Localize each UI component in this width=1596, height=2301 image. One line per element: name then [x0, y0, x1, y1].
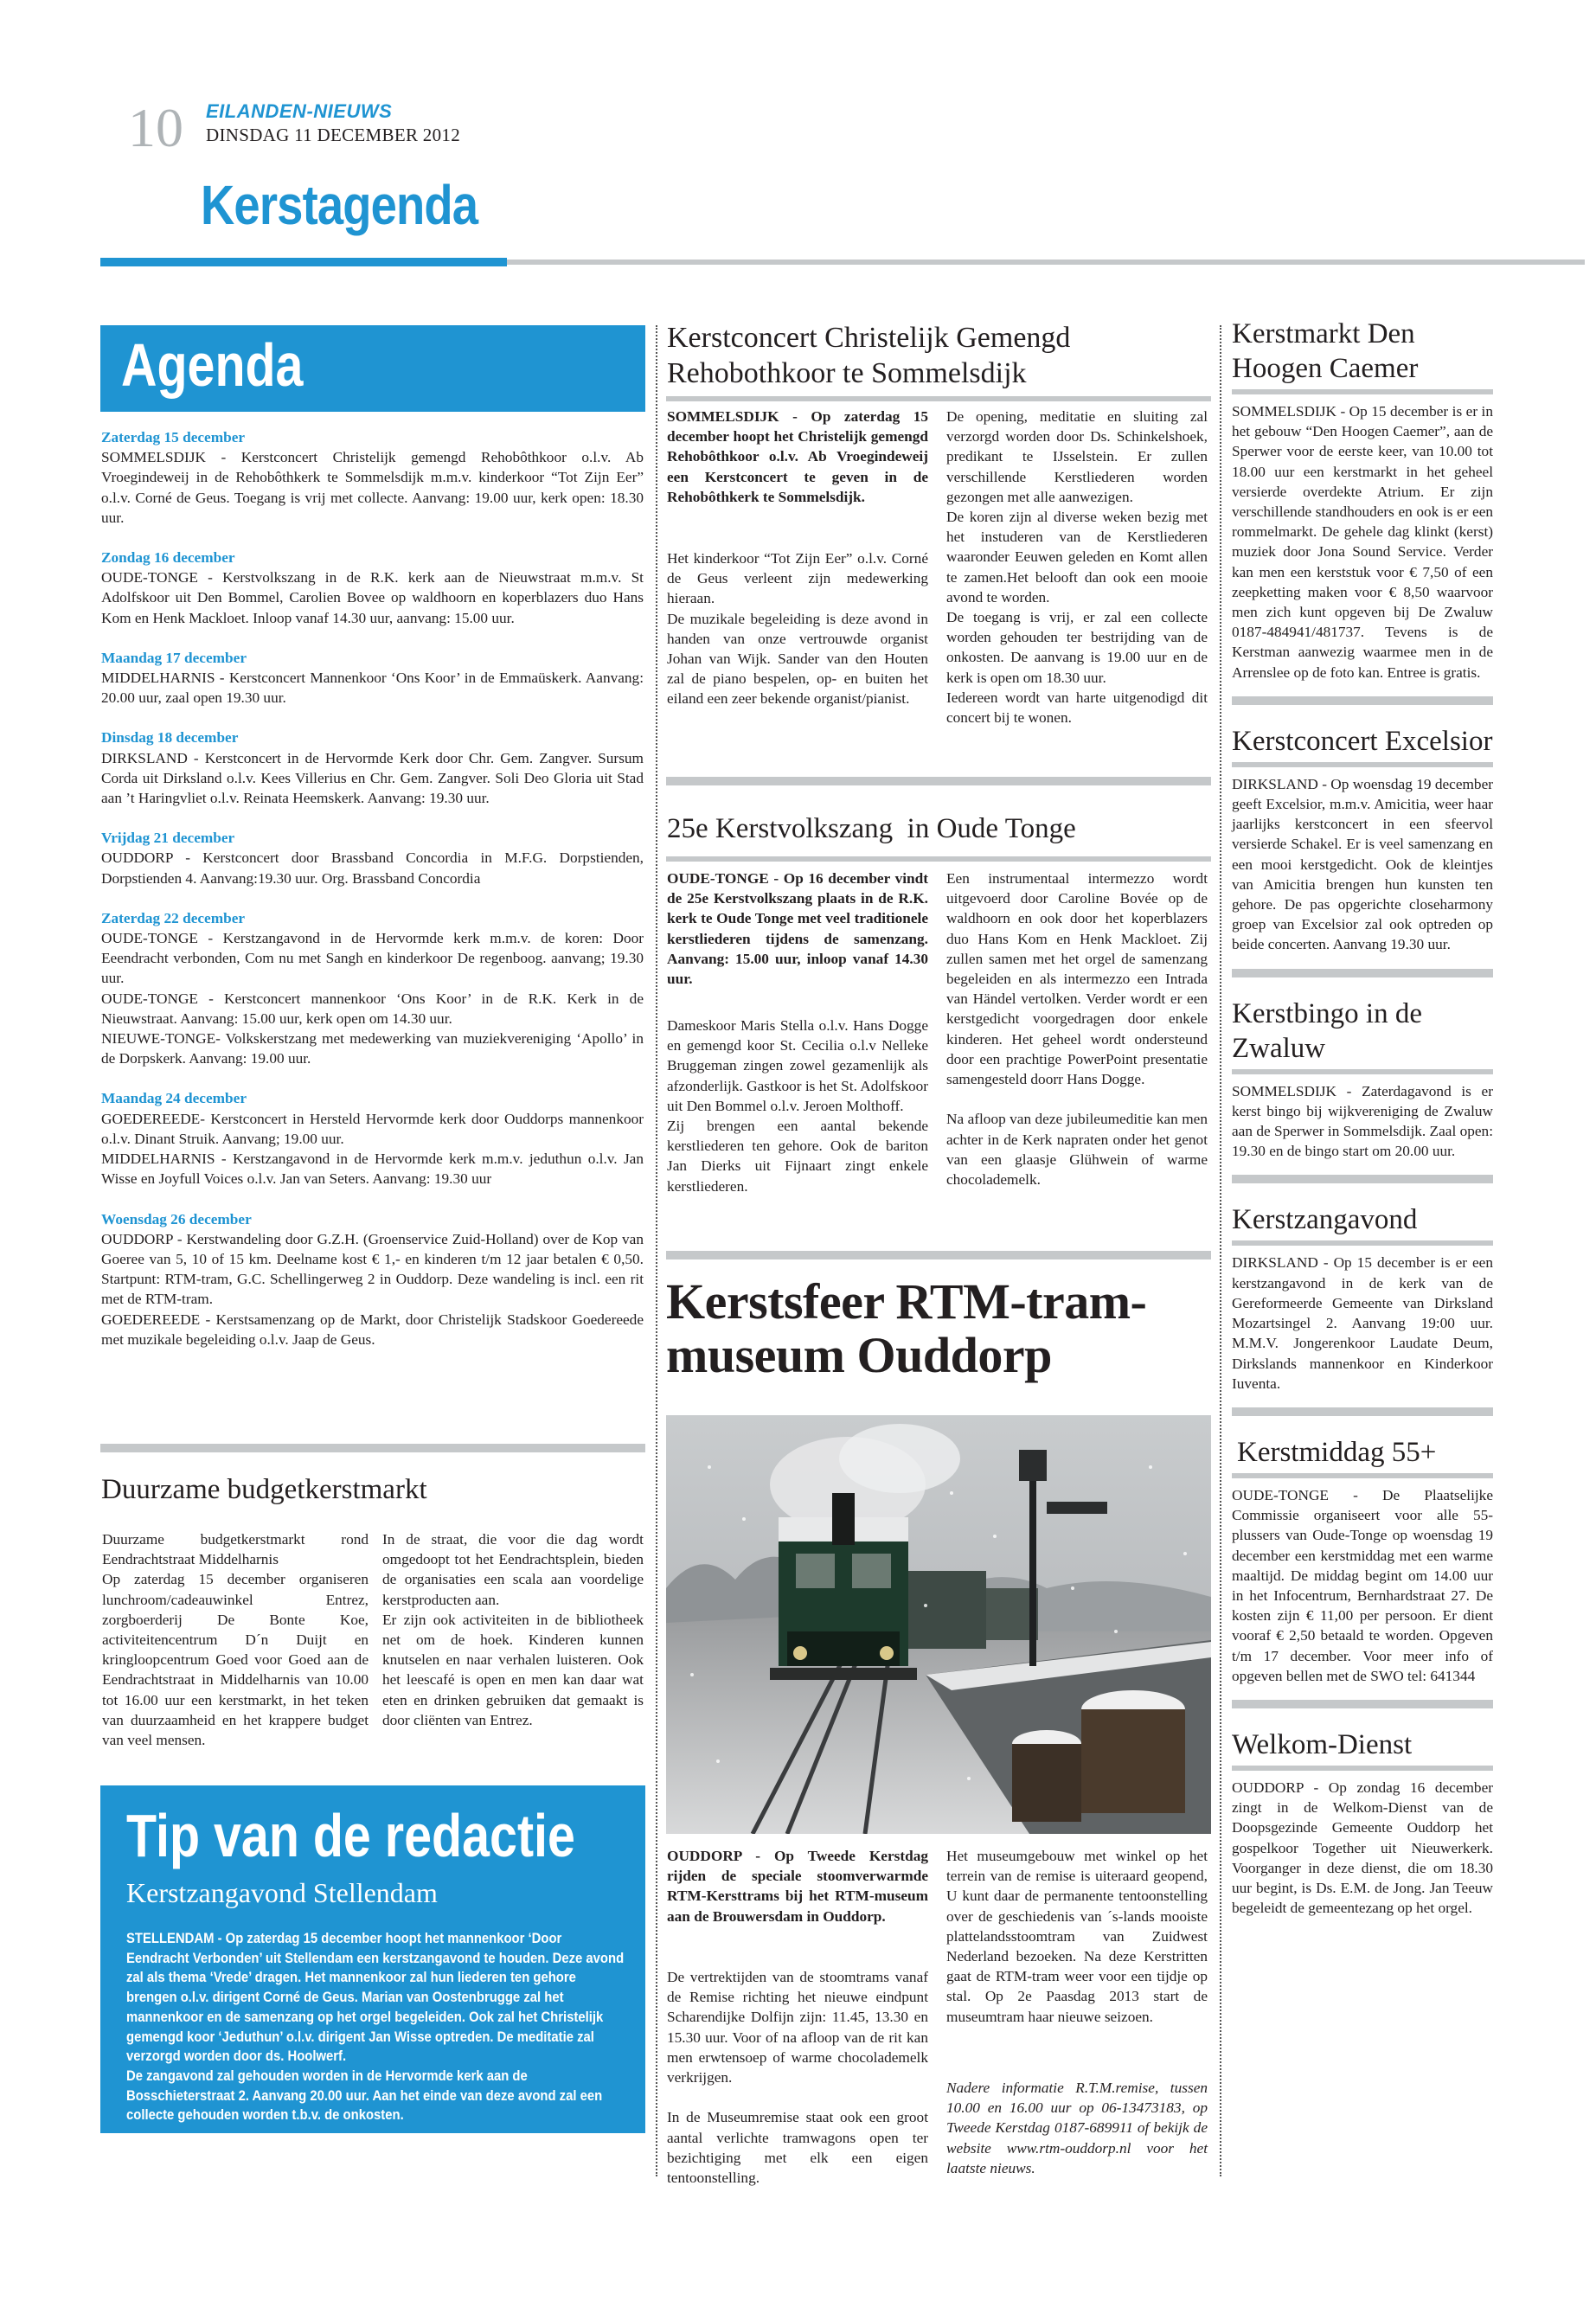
right-article-rule	[1232, 1766, 1493, 1771]
right-article	[1232, 997, 1493, 1162]
page-number: 10	[128, 97, 183, 158]
right-article-title: Kerstconcert Excelsior	[1232, 725, 1493, 757]
right-article-rule	[1232, 762, 1493, 767]
oudetonge-title: 25e Kerstvolkszang in Oude Tonge	[667, 813, 1076, 844]
rtm-title-line-1: Kerstsfeer RTM-tram-	[666, 1273, 1147, 1330]
agenda-entry	[101, 648, 644, 708]
oudetonge-col-2: Een instrumentaal intermezzo wordt uitgevoerd door Caroline Bovée op de waldhoorn en ook door het koperblazers duo Hans Kom en Henk Mackloet. Zij zullen samen met het orgel de samenzang begeleiden en als intermezzo een Intrada van Händel vertolken. Verder wordt er een kerstgedicht voorgedragen door enkele kinderen. Het geheel wordt ondersteund door een prachtige PowerPoint presentatie samengesteld doorr Hans Dogge. Na afloop van deze jubileumeditie kan men achter in de Kerk napraten onder het genot van een glaasje Glühwein of warme chocolademelk.	[946, 870, 1208, 1189]
agenda-entry	[101, 1209, 644, 1349]
budget-title: Duurzame budgetkerstmarkt	[101, 1474, 427, 1505]
right-article	[1232, 317, 1493, 683]
column-divider	[1220, 325, 1221, 2176]
agenda-entry-text: OUDDORP - Kerstwandeling door G.Z.H. (Groenservice Zuid-Holland) over de Kop van Goeree van 5, 10 of 15 km. Deelname kost € 1,- en kinderen t/m 12 jaar betalen € 0,50. Startpunt: RTM-tram, G.C. Schellingerweg 2 in Ouddorp. Deze wandeling is incl. een rit met de RTM-tram. GOEDEREEDE - Kerstsamenzang op de Markt, door Christelijk Stadskoor Goedereede met muzikale begeleiding o.l.v. Jaap de Geus.	[101, 1230, 644, 1348]
agenda-list	[101, 427, 644, 1349]
oudetonge-rule-2	[666, 856, 1211, 862]
agenda-entry-date: Vrijdag 21 december	[101, 830, 235, 847]
agenda-entry-text: SOMMELSDIJK - Kerstconcert Christelijk gemengd Rehobôthkoor o.l.v. Ab Vroegindeweij in de Rehobôthkerk te Sommelsdijk m.m.v. kinderkoor “Tot Zijn Eer” o.l.v. Corné de Geus. Toegang is vrij met collecte. Aanvang: 19.00 uur, kerk open: 18.30 uur.	[101, 449, 644, 526]
tip-title: Tip van de redactie	[126, 1802, 575, 1869]
rtm-col-2: Het museumgebouw met winkel op het terrein van de remise is uiteraard geopend, U kunt daar de permanente tentoonstelling over de geschiedenis van ´s-lands mooiste plattelandsstoomtram van Zuidwest Nederland bezoeken. Na deze Kerstritten gaat de RTM-tram weer voor een tijdje op stal. Op 2e Paasdag 2013 start de museumtram haar nieuwe seizoen.	[946, 1848, 1208, 2025]
agenda-title: Agenda	[121, 331, 304, 399]
column-divider	[656, 325, 657, 2176]
oudetonge-rule	[666, 777, 1211, 785]
rtm-col-1: De vertrektijden van de stoomtrams vanaf de Remise richting het nieuwe eindpunt Scharendijke Dolfijn zijn: 11.45, 13.30 en 15.30 uur. Voor of na afloop van de rit kan men erwtensoep of warme chocolademelk verkrijgen. In de Museumremise staat ook een groot aantal verlichte tramwagons open ter bezichtiging met elk een eigen tentoonstelling.	[667, 1969, 928, 2187]
right-article-rule	[1232, 1473, 1493, 1478]
right-divider	[1232, 969, 1493, 977]
right-divider	[1232, 1407, 1493, 1416]
right-divider	[1232, 1700, 1493, 1708]
rtm-title-line-2: museum Ouddorp	[666, 1327, 1052, 1383]
rehoboth-col-1: Het kinderkoor “Tot Zijn Eer” o.l.v. Corné de Geus verleent zijn medewerking hieraan. De muzikale begeleiding is deze avond in handen van onze vertrouwde organist Johan van Wijk. Sander van den Houten zal de piano bespelen, op- en buiten het eiland een zeer bekende organist/pianist.	[667, 550, 928, 708]
right-article-title: Kerstbingo in de Zwaluw	[1232, 997, 1422, 1064]
agenda-entry-text: MIDDELHARNIS - Kerstconcert Mannenkoor ‘Ons Koor’ in de Emmaüskerk. Aanvang: 20.00 uur, zaal open 19.30 uur.	[101, 670, 644, 707]
budget-col-1: Duurzame budgetkerstmarkt rond Eendrachtstraat Middelharnis Op zaterdag 15 december organiseren lunchroom/cadeauwinkel Entrez, zorgboerderij De Bonte Koe, activiteitencentrum D´n Duijt en kringloopcentrum Goed voor Goed aan de Eendrachtstraat in Middelharnis van 10.00 tot 16.00 uur een kerstmarkt, in het teken van duurzaamheid en het krappere budget van veel mensen.	[102, 1531, 369, 1749]
section-title: Kerstagenda	[201, 174, 478, 236]
rehoboth-col-2: De opening, meditatie en sluiting zal verzorgd worden door Ds. Schinkelshoek, predikant te IJsselstein. Er zullen verschillende Kerstliederen worden gezongen met alle aanwezigen. De koren zijn al diverse weken bezig met het instuderen van de Kerstliederen waaronder Eeuwen geleden en Komt allen te zamen.Het belooft dan ook een mooie avond te worden. De toegang is vrij, er zal een collecte worden gehouden ter bestrijding van de onkosten. De aanvang is 19.00 uur en de kerk is open om 18.30 uur. Iedereen wordt van harte uitgenodigd dit concert bij te wonen.	[946, 408, 1208, 727]
agenda-entry-text: OUDE-TONGE - Kerstvolkszang in de R.K. kerk aan de Nieuwstraat m.m.v. St Adolfskoor uit Den Bommel, Carolien Bovee op waldhoorn en koperblazers duo Hans Kom en Henk Mackloet. Inloop vanaf 14.30 uur, aanvang: 15.00 uur.	[101, 569, 644, 626]
rehoboth-rule	[666, 396, 1211, 401]
agenda-entry	[101, 727, 644, 808]
right-article-text: OUDDORP - Op zondag 16 december zingt in de Welkom-Dienst van de Doopsgezinde Gemeente Ouddorp het gospelkoor Together uit Nieuwerkerk. Voorganger in deze dienst, die om 18.30 uur begint, is Ds. E.M. de Jong. Jan Teeuw begeleidt de gemeentezang op het orgel.	[1232, 1779, 1493, 1917]
right-article-title: Kerstmarkt Den Hoogen Caemer	[1232, 318, 1419, 384]
right-article-rule	[1232, 1240, 1493, 1246]
rehoboth-title: Kerstconcert Christelijk Gemengd Rehobothkoor te Sommelsdijk	[667, 322, 1071, 389]
agenda-entry-text: OUDE-TONGE - Kerstzangavond in de Hervormde kerk m.m.v. de koren: Door Eeendracht verbonden, Com nu met Sangh en kinderkoor De regenboog. aanvang; 19.30 uur. OUDE-TONGE - Kerstconcert mannenkoor ‘Ons Koor’ in de R.K. Kerk in de Nieuwstraat. Aanvang: 15.00 uur, kerk open om 14.30 uur. NIEUWE-TONGE- Volkskerstzang met medewerking van muziekvereniging ‘Apollo’ in de Dorpskerk. Aanvang: 19.00 uur.	[101, 930, 644, 1067]
right-article-title: Kerstzangavond	[1232, 1204, 1418, 1236]
budget-rule	[100, 1444, 645, 1452]
rtm-rule	[666, 1251, 1211, 1259]
agenda-entry	[101, 828, 644, 888]
issue-date: DINSDAG 11 DECEMBER 2012	[206, 125, 461, 145]
oudetonge-lead: OUDE-TONGE - Op 16 december vindt de 25e Kerstvolkszang plaats in de R.K. kerk te Oude Tonge met veel traditionele kerstliederen tijdens de samenzang. Aanvang: 15.00 uur, inloop vanaf 14.30 uur.	[667, 870, 928, 988]
rtm-lead: OUDDORP - Op Tweede Kerstdag rijden de speciale stoomverwarmde RTM-Kersttrams bij het RTM-museum aan de Brouwersdam in Ouddorp.	[667, 1848, 928, 1925]
rehoboth-lead: SOMMELSDIJK - Op zaterdag 15 december hoopt het Christelijk gemengd Rehobôthkoor o.l.v. Ab Vroegindeweij een Kerstconcert te geven in de Rehobôthkerk te Sommelsdijk.	[667, 408, 928, 505]
agenda-entry-date: Zondag 16 december	[101, 549, 235, 567]
right-article-text: SOMMELSDIJK - Zaterdagavond is er kerst bingo bij wijkvereniging de Zwaluw aan de Sperwer in Sommelsdijk. Zaal open: 19.30 en de bingo start om 20.00 uur.	[1232, 1082, 1493, 1160]
agenda-entry	[101, 1088, 644, 1189]
right-article-text: DIRKSLAND - Op 15 december is er een kerstzangavond in de kerk van de Gereformeerde Gemeente van Dirksland Mozartsingel 2. Aanvang 19:00 uur. M.M.V. Jongerenkoor Laudate Deum, Dirkslands mannenkoor en Kinderkoor Iuventa.	[1232, 1254, 1493, 1392]
agenda-entry	[101, 427, 644, 528]
agenda-entry-date: Dinsdag 18 december	[101, 729, 239, 747]
agenda-entry-text: GOEDEREEDE- Kerstconcert in Hersteld Hervormde kerk door Ouddorps mannenkoor o.l.v. Dinant Struik. Aanvang; 19.00 uur. MIDDELHARNIS - Kerstzangavond in de Hervormde kerk m.m.v. jeduthun o.l.v. Jan Wisse en Joyfull Voices o.l.v. Jan van Seters. Aanvang: 19.30 uur	[101, 1110, 644, 1188]
right-article	[1232, 724, 1493, 955]
agenda-entry	[101, 548, 644, 628]
agenda-entry-text: DIRKSLAND - Kerstconcert in de Hervormde Kerk door Chr. Gem. Zangver. Sursum Corda uit Dirksland o.l.v. Kees Villerius en Chr. Gem. Zangver. Soli Deo Gloria uit Stad aan ’t Haringvliet o.l.v. Reinata Heemskerk. Aanvang: 19.30 uur.	[101, 749, 644, 807]
right-article-rule	[1232, 1069, 1493, 1074]
right-article-text: SOMMELSDIJK - Op 15 december is er in het gebouw “Den Hoogen Caemer”, aan de Sperwer voor de eerste keer, van 10.00 tot 18.00 uur een kerstmarkt in het geheel versierde overdekte Atrium. Er zijn verschillende standhouders en ook is er een rommelmarkt. De gehele dag klinkt (kerst) muziek door Jona Sound Service. Verder kan men een kerststuk voor € 7,50 of een zeepketting maken voor € 8,50 waarvoor men zich kunt opgeven bij De Zwaluw 0187-484941/481737. Tevens is de Kerstman aanwezig waarmee men in de Arrenslee op de foto kan. Entree is gratis.	[1232, 403, 1493, 681]
steam-tram-photo	[666, 1415, 1211, 1834]
right-column	[1232, 317, 1493, 1918]
right-article-title: Kerstmiddag 55+	[1237, 1436, 1437, 1468]
agenda-entry-date: Zaterdag 15 december	[101, 429, 246, 445]
agenda-entry-date: Maandag 24 december	[101, 1090, 247, 1107]
agenda-entry-date: Zaterdag 22 december	[101, 909, 246, 926]
agenda-entry-text: OUDDORP - Kerstconcert door Brassband Concordia in M.F.G. Dorpstienden, Dorpstienden 4. Aanvang:19.30 uur. Org. Brassband Concordia	[101, 849, 644, 887]
right-article-rule	[1232, 389, 1493, 394]
tip-body: STELLENDAM - Op zaterdag 15 december hoopt het mannenkoor ‘Door Eendracht Verbonden’ uit Stellendam een kerstzangavond te houden. Deze avond zal als thema ‘Vrede’ dragen. Het mannenkoor zal hun liederen ten gehore brengen o.l.v. dirigent Corné de Geus. Marian van Oostenbrugge zal het mannenkoor en de samenzang op het orgel begeleiden. Ook zal het Christelijk gemengd koor ‘Jeduthun’ o.l.v. dirigent Jan Wisse optreden. De meditatie zal verzorgd worden door ds. Hoolwerf. De zangavond zal gehouden worden in de Hervormde kerk aan de Bosschieterstraat 2. Aanvang 20.00 uur. Aan het einde van deze avond zal een collecte gehouden worden t.b.v. de onkosten.	[126, 1931, 625, 2124]
right-article	[1232, 1435, 1493, 1686]
right-article	[1232, 1202, 1493, 1393]
header-rule	[507, 260, 1585, 265]
rtm-info: Nadere informatie R.T.M.remise, tussen 10.00 en 16.00 uur op 06-13473183, op Tweede Kerstdag 0187-689911 of bekijk de website www.rtm-ouddorp.nl voor het laatste nieuws.	[946, 2080, 1208, 2176]
right-article-text: OUDE-TONGE - De Plaatselijke Commissie organiseert voor alle 55-plussers van Oude-Tonge op woensdag 19 december een kerstmiddag met een warme maaltijd. De middag begint om 14.00 uur in het Infocentrum, Bernhardstraat 27. De kosten zijn € 11,00 per persoon. Er dient vooraf € 2,50 betaald te worden. Opgeven t/m 17 december. Voor meer info of opgeven bellen met de SWO tel: 641344	[1232, 1486, 1493, 1684]
agenda-entry-date: Maandag 17 december	[101, 649, 247, 666]
right-divider	[1232, 696, 1493, 705]
right-article	[1232, 1727, 1493, 1918]
agenda-entry	[101, 908, 644, 1069]
right-article-text: DIRKSLAND - Op woensdag 19 december geeft Excelsior, m.m.v. Amicitia, weer haar jaarlijks kerstconcert in een sfeervol versierde Schakel. Er is veel samenzang en een mooi kerstgedicht. Ook de kleintjes van Amicitia brengen hun kunsten ten gehore. De pas opgerichte closeharmony groep van Excelsior zal ook optreden op beide concerten. Aanvang 19.30 uur.	[1232, 775, 1493, 953]
tip-subtitle: Kerstzangavond Stellendam	[126, 1877, 438, 1908]
rtm-title	[666, 1275, 1220, 1382]
header-rule-accent	[100, 258, 507, 266]
publication-logo: EILANDEN-NIEUWS	[206, 100, 393, 122]
oudetonge-col-1: Dameskoor Maris Stella o.l.v. Hans Dogge en gemengd koor St. Cecilia o.l.v Nelleke Bruggeman zingen zowel gezamenlijk als afzonderlijk. Gastkoor is het St. Adolfskoor uit Den Bommel o.l.v. Jeroen Molthoff. Zij brengen een aantal bekende kerstliederen ten gehore. Ook de bariton Jan Dierks uit Fijnaart zingt enkele kerstliederen.	[667, 1017, 928, 1195]
right-article-title: Welkom-Dienst	[1232, 1728, 1413, 1760]
steam-tram-image	[666, 1415, 1211, 1834]
budget-col-2: In de straat, die voor die dag wordt omgedoopt tot het Eendrachtsplein, bieden de organisaties een scala aan voordelige kerstproducten aan. Er zijn ook activiteiten in de bibliotheek net om de hoek. Kinderen kunnen knutselen en naar verhalen luisteren. Ook het leescafé is open en men kan daar wat eten en drinken gebruiken dat gemaakt is door cliënten van Entrez.	[382, 1531, 644, 1728]
agenda-entry-date: Woensdag 26 december	[101, 1210, 252, 1227]
right-divider	[1232, 1175, 1493, 1183]
